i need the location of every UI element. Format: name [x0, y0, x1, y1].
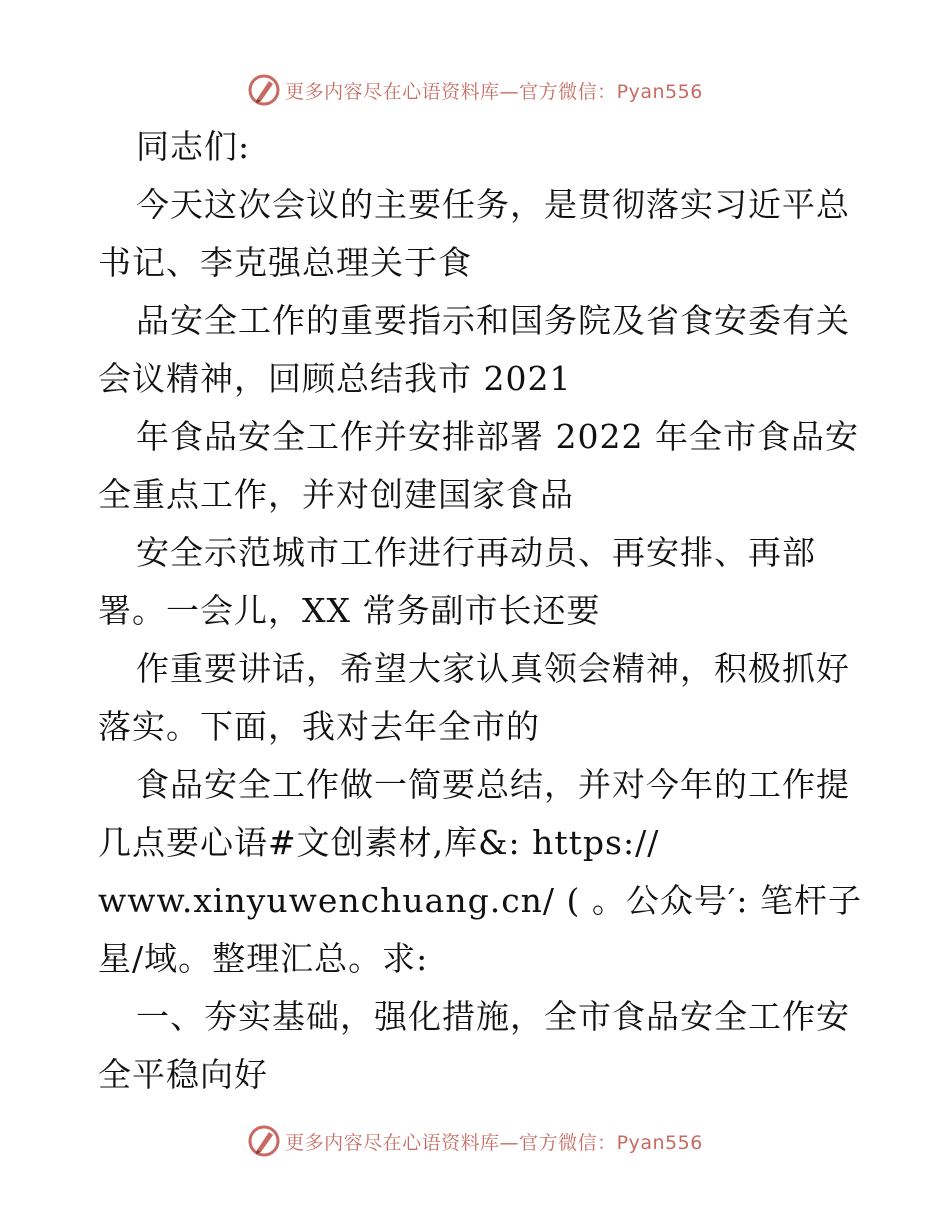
paragraph-line: 食品安全工作做一简要总结，并对今年的工作提: [136, 765, 850, 804]
pen-logo-icon: [247, 73, 281, 107]
header-watermark-banner: [0, 72, 950, 108]
paragraph-line: 几点要心语#文创素材,库&: https://: [98, 823, 660, 862]
watermark-text: 更多内容尽在心语资料库—官方微信：Pyan556: [285, 80, 703, 103]
paragraph-line: 全重点工作，并对创建国家食品: [98, 475, 574, 514]
section-heading-line: 一、夯实基础，强化措施，全市食品安全工作安: [136, 997, 850, 1036]
paragraph-line: 年食品安全工作并安排部署 2022 年全市食品安: [136, 417, 859, 456]
pen-logo-icon: [247, 1124, 281, 1158]
paragraph-line: 落实。下面，我对去年全市的: [98, 707, 540, 746]
paragraph-line: 品安全工作的重要指示和国务院及省食安委有关: [136, 301, 850, 340]
paragraph-line: 书记、李克强总理关于食: [98, 243, 472, 282]
watermark-text: 更多内容尽在心语资料库—官方微信：Pyan556: [285, 1131, 703, 1154]
paragraph-line: 署。一会儿，XX 常务副市长还要: [98, 591, 601, 630]
paragraph-line: 作重要讲话，希望大家认真领会精神，积极抓好: [136, 649, 850, 688]
footer-watermark-banner: [0, 1123, 950, 1159]
paragraph-line: 同志们:: [136, 127, 251, 166]
paragraph-line: 今天这次会议的主要任务，是贯彻落实习近平总: [136, 185, 850, 224]
paragraph-line: www.xinyuwenchuang.cn/ ( 。公众号′: 笔杆子: [98, 881, 862, 920]
section-heading-line: 全平稳向好: [98, 1055, 268, 1094]
paragraph-line: 安全示范城市工作进行再动员、再安排、再部: [136, 533, 816, 572]
paragraph-line: 会议精神，回顾总结我市 2021: [98, 359, 572, 398]
paragraph-line: 星/域。整理汇总。求:: [98, 939, 429, 978]
